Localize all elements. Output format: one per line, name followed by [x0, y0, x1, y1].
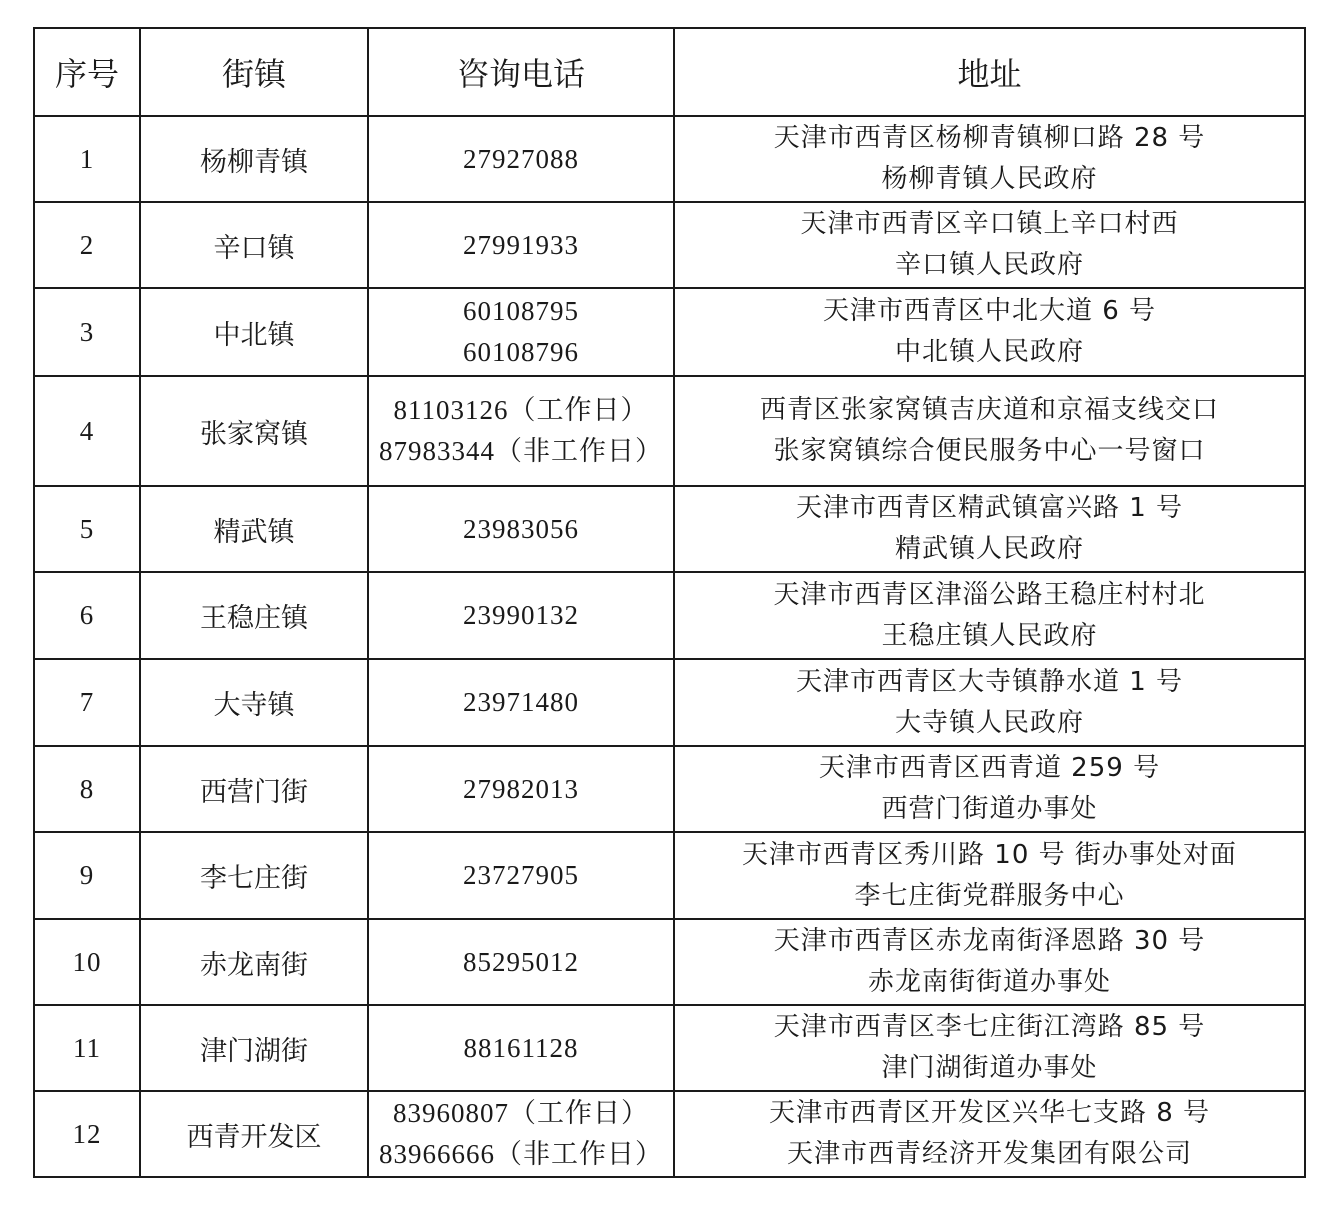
- address-line: 李七庄街党群服务中心: [854, 880, 1125, 911]
- cell-town: 辛口镇: [140, 202, 368, 288]
- address-line: 天津市西青区中北大道 6 号: [822, 296, 1157, 326]
- address-line: 天津市西青区大寺镇静水道 1 号: [795, 666, 1184, 697]
- address-line: 西营门街道办事处: [881, 794, 1098, 824]
- cell-index: 1: [34, 116, 140, 202]
- cell-address: [674, 1005, 1305, 1091]
- cell-index: 3: [34, 288, 140, 376]
- address-line: 天津市西青区西青道 259 号: [818, 753, 1161, 783]
- cell-town: 赤龙南街: [140, 919, 368, 1005]
- table-row: [34, 486, 1305, 572]
- phone-number: 23727905: [463, 860, 579, 890]
- cell-address: [674, 746, 1305, 832]
- address-line: 天津市西青区辛口镇上辛口村西: [800, 209, 1179, 239]
- phone-number: 27982013: [463, 773, 579, 804]
- table-row: [34, 746, 1305, 832]
- cell-index: 4: [34, 376, 140, 486]
- phone-number: 87983344（非工作日）: [379, 436, 663, 466]
- phone-number: 60108796: [463, 337, 579, 367]
- cell-phone: [368, 659, 674, 746]
- phone-number: 85295012: [463, 946, 579, 977]
- phone-number: 60108795: [463, 296, 579, 326]
- table-row: [34, 572, 1305, 659]
- address-line: 杨柳青镇人民政府: [881, 164, 1098, 194]
- cell-phone: [368, 572, 674, 659]
- cell-address: [674, 486, 1305, 572]
- address-line: 天津市西青区李七庄街江湾路 85 号: [773, 1012, 1206, 1042]
- table-body: [34, 116, 1305, 1177]
- phone-number: 23983056: [463, 513, 579, 544]
- phone-number: 23990132: [463, 600, 579, 630]
- cell-index: 8: [34, 746, 140, 832]
- cell-address: [674, 376, 1305, 486]
- table-row: [34, 919, 1305, 1005]
- address-line: 西青区张家窝镇吉庆道和京福支线交口: [759, 395, 1219, 425]
- table-row: [34, 116, 1305, 202]
- cell-phone: [368, 1091, 674, 1177]
- address-line: 天津市西青经济开发集团有限公司: [786, 1139, 1192, 1169]
- cell-town: 精武镇: [140, 486, 368, 572]
- phone-number: 83966666（非工作日）: [379, 1139, 663, 1169]
- cell-town: 中北镇: [140, 288, 368, 376]
- address-line: 天津市西青区津淄公路王稳庄村村北: [773, 579, 1206, 610]
- cell-phone: [368, 1005, 674, 1091]
- cell-index: 10: [34, 919, 140, 1005]
- address-line: 精武镇人民政府: [894, 534, 1084, 564]
- cell-phone: [368, 202, 674, 288]
- cell-town: 西青开发区: [140, 1091, 368, 1177]
- cell-index: 6: [34, 572, 140, 659]
- cell-phone: [368, 746, 674, 832]
- cell-town: 津门湖街: [140, 1005, 368, 1091]
- table-row: [34, 376, 1305, 486]
- table-row: [34, 832, 1305, 919]
- address-line: 天津市西青区精武镇富兴路 1 号: [795, 493, 1184, 523]
- cell-index: 9: [34, 832, 140, 919]
- contact-table: [33, 27, 1306, 1178]
- address-line: 大寺镇人民政府: [894, 707, 1084, 738]
- address-line: 天津市西青区开发区兴华七支路 8 号: [768, 1098, 1211, 1128]
- phone-number: 81103126（工作日）: [393, 395, 649, 425]
- address-line: 中北镇人民政府: [894, 337, 1084, 367]
- phone-number: 23971480: [463, 687, 579, 717]
- phone-number: 27991933: [463, 229, 579, 260]
- cell-address: [674, 288, 1305, 376]
- header-town: 街镇: [140, 28, 368, 116]
- cell-address: [674, 659, 1305, 746]
- phone-number: 83960807（工作日）: [393, 1098, 649, 1128]
- table-row: [34, 1005, 1305, 1091]
- address-line: 张家窝镇综合便民服务中心一号窗口: [773, 436, 1206, 466]
- header-address: 地址: [674, 28, 1305, 116]
- cell-phone: [368, 486, 674, 572]
- cell-address: [674, 202, 1305, 288]
- cell-town: 大寺镇: [140, 659, 368, 746]
- address-line: 天津市西青区赤龙南街泽恩路 30 号: [773, 926, 1206, 956]
- cell-town: 杨柳青镇: [140, 116, 368, 202]
- cell-phone: [368, 832, 674, 919]
- cell-phone: [368, 376, 674, 486]
- address-line: 天津市西青区杨柳青镇柳口路 28 号: [773, 123, 1206, 153]
- address-line: 赤龙南街街道办事处: [867, 967, 1111, 997]
- cell-address: [674, 832, 1305, 919]
- cell-phone: [368, 116, 674, 202]
- cell-town: 西营门街: [140, 746, 368, 832]
- table-row: [34, 1091, 1305, 1177]
- cell-address: [674, 1091, 1305, 1177]
- cell-town: 李七庄街: [140, 832, 368, 919]
- cell-index: 5: [34, 486, 140, 572]
- cell-index: 12: [34, 1091, 140, 1177]
- address-line: 辛口镇人民政府: [894, 250, 1084, 280]
- header-phone: 咨询电话: [368, 28, 674, 116]
- cell-town: 王稳庄镇: [140, 572, 368, 659]
- table-row: [34, 202, 1305, 288]
- cell-index: 7: [34, 659, 140, 746]
- address-line: 王稳庄镇人民政府: [881, 620, 1098, 651]
- cell-phone: [368, 919, 674, 1005]
- phone-number: 88161128: [463, 1032, 579, 1063]
- phone-number: 27927088: [463, 143, 579, 174]
- cell-index: 11: [34, 1005, 140, 1091]
- cell-address: [674, 919, 1305, 1005]
- table-row: [34, 288, 1305, 376]
- address-line: 津门湖街道办事处: [881, 1053, 1098, 1083]
- cell-town: 张家窝镇: [140, 376, 368, 486]
- cell-address: [674, 572, 1305, 659]
- cell-address: [674, 116, 1305, 202]
- header-row: [34, 28, 1305, 116]
- cell-phone: [368, 288, 674, 376]
- cell-index: 2: [34, 202, 140, 288]
- header-index: 序号: [34, 28, 140, 116]
- table-row: [34, 659, 1305, 746]
- address-line: 天津市西青区秀川路 10 号 街办事处对面: [742, 839, 1237, 870]
